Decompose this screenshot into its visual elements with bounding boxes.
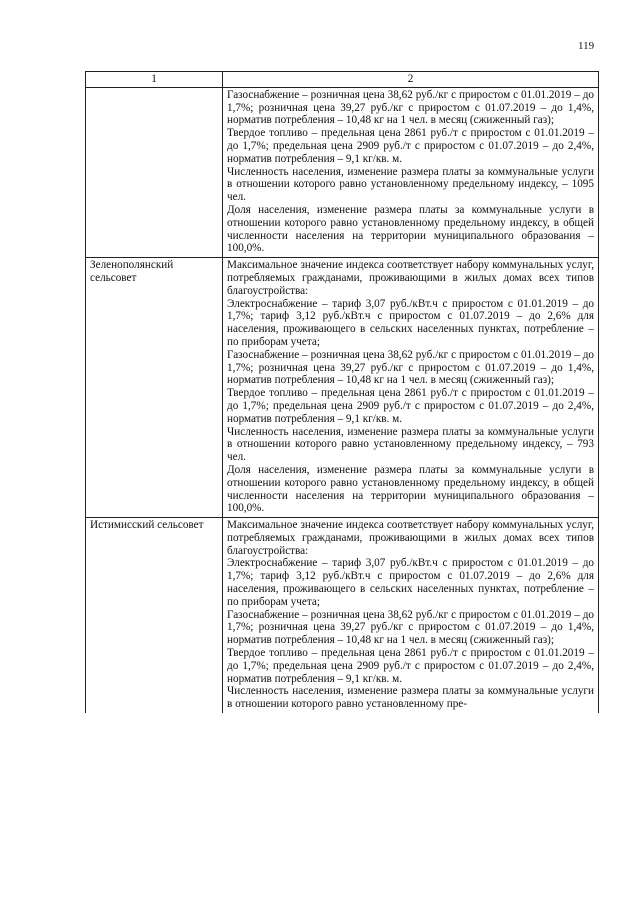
description-paragraph: Численность населения, изменение размера платы за коммунальные услуги в отношении которого равно установленному предельному индексу, – 793 чел. bbox=[227, 425, 594, 464]
region-name-cell bbox=[86, 87, 223, 257]
description-cell bbox=[223, 258, 599, 518]
description-paragraph: Твердое топливо – предельная цена 2861 руб./т с приростом с 01.01.2019 – до 1,7%; предельная цена 2909 руб./т с приростом с 01.07.2019 – до 2,4%, норматив потребления – 9,1 кг/кв. м. bbox=[227, 647, 594, 685]
page-number: 119 bbox=[578, 40, 595, 52]
description-paragraph: Доля населения, изменение размера платы за коммунальные услуги в отношении которого равно установленному предельному индексу, в общей численности населения на территории муниципального образования – 100,0%. bbox=[227, 463, 594, 515]
region-name-cell: Зеленополянский сельсовет bbox=[86, 258, 223, 518]
description-paragraph: Доля населения, изменение размера платы за коммунальные услуги в отношении которого равно установленному предельному индексу, в общей численности населения на территории муниципального образования – 100,0%. bbox=[227, 203, 594, 255]
description-paragraph: Электроснабжение – тариф 3,07 руб./кВт.ч с приростом с 01.01.2019 – до 1,7%; тариф 3,12 руб./кВт.ч с приростом с 01.07.2019 – до 2,6% для населения, проживающего в сельских населенных пунктах, потребление – по приборам учета; bbox=[227, 557, 594, 608]
description-paragraph: Твердое топливо – предельная цена 2861 руб./т с приростом с 01.01.2019 – до 1,7%; предельная цена 2909 руб./т с приростом с 01.07.2019 – до 2,4%, норматив потребления – 9,1 кг/кв. м. bbox=[227, 387, 594, 425]
description-paragraph: Численность населения, изменение размера платы за коммунальные услуги в отношении которого равно установленному пре- bbox=[227, 685, 594, 711]
description-paragraph: Максимальное значение индекса соответствует набору коммунальных услуг, потребляемых гражданами, проживающими в жилых домах всех типов благоустройства: bbox=[227, 519, 594, 557]
description-cell bbox=[223, 518, 599, 713]
region-name-cell: Истимисский сельсовет bbox=[86, 518, 223, 713]
description-cell bbox=[223, 87, 599, 257]
tariff-table bbox=[85, 71, 599, 713]
description-paragraph: Газоснабжение – розничная цена 38,62 руб./кг с приростом с 01.01.2019 – до 1,7%; розничная цена 39,27 руб./кг с приростом с 01.07.2019 – до 1,4%, норматив потребления – 10,48 кг на 1 чел. в месяц (сжиженный газ); bbox=[227, 348, 594, 387]
table-row bbox=[86, 518, 599, 713]
column-header-2: 2 bbox=[223, 72, 599, 88]
description-paragraph: Газоснабжение – розничная цена 38,62 руб./кг с приростом с 01.01.2019 – до 1,7%; розничная цена 39,27 руб./кг с приростом с 01.07.2019 – до 1,4%, норматив потребления – 10,48 кг на 1 чел. в месяц (сжиженный газ); bbox=[227, 88, 594, 127]
description-paragraph: Электроснабжение – тариф 3,07 руб./кВт.ч с приростом с 01.01.2019 – до 1,7%; тариф 3,12 руб./кВт.ч с приростом с 01.07.2019 – до 2,6% для населения, проживающего в сельских населенных пунктах, потребление – по приборам учета; bbox=[227, 297, 594, 348]
description-paragraph: Максимальное значение индекса соответствует набору коммунальных услуг, потребляемых гражданами, проживающими в жилых домах всех типов благоустройства: bbox=[227, 259, 594, 297]
description-paragraph: Численность населения, изменение размера платы за коммунальные услуги в отношении которого равно установленному предельному индексу, – 1095 чел. bbox=[227, 165, 594, 204]
column-header-1: 1 bbox=[86, 72, 223, 88]
table-row bbox=[86, 87, 599, 257]
description-paragraph: Газоснабжение – розничная цена 38,62 руб./кг с приростом с 01.01.2019 – до 1,7%; розничная цена 39,27 руб./кг с приростом с 01.07.2019 – до 1,4%, норматив потребления – 10,48 кг на 1 чел. в месяц (сжиженный газ); bbox=[227, 608, 594, 647]
table-header-row bbox=[86, 72, 599, 88]
table-row bbox=[86, 258, 599, 518]
description-paragraph: Твердое топливо – предельная цена 2861 руб./т с приростом с 01.01.2019 – до 1,7%; предельная цена 2909 руб./т с приростом с 01.07.2019 – до 2,4%, норматив потребления – 9,1 кг/кв. м. bbox=[227, 127, 594, 165]
table-body bbox=[86, 87, 599, 713]
